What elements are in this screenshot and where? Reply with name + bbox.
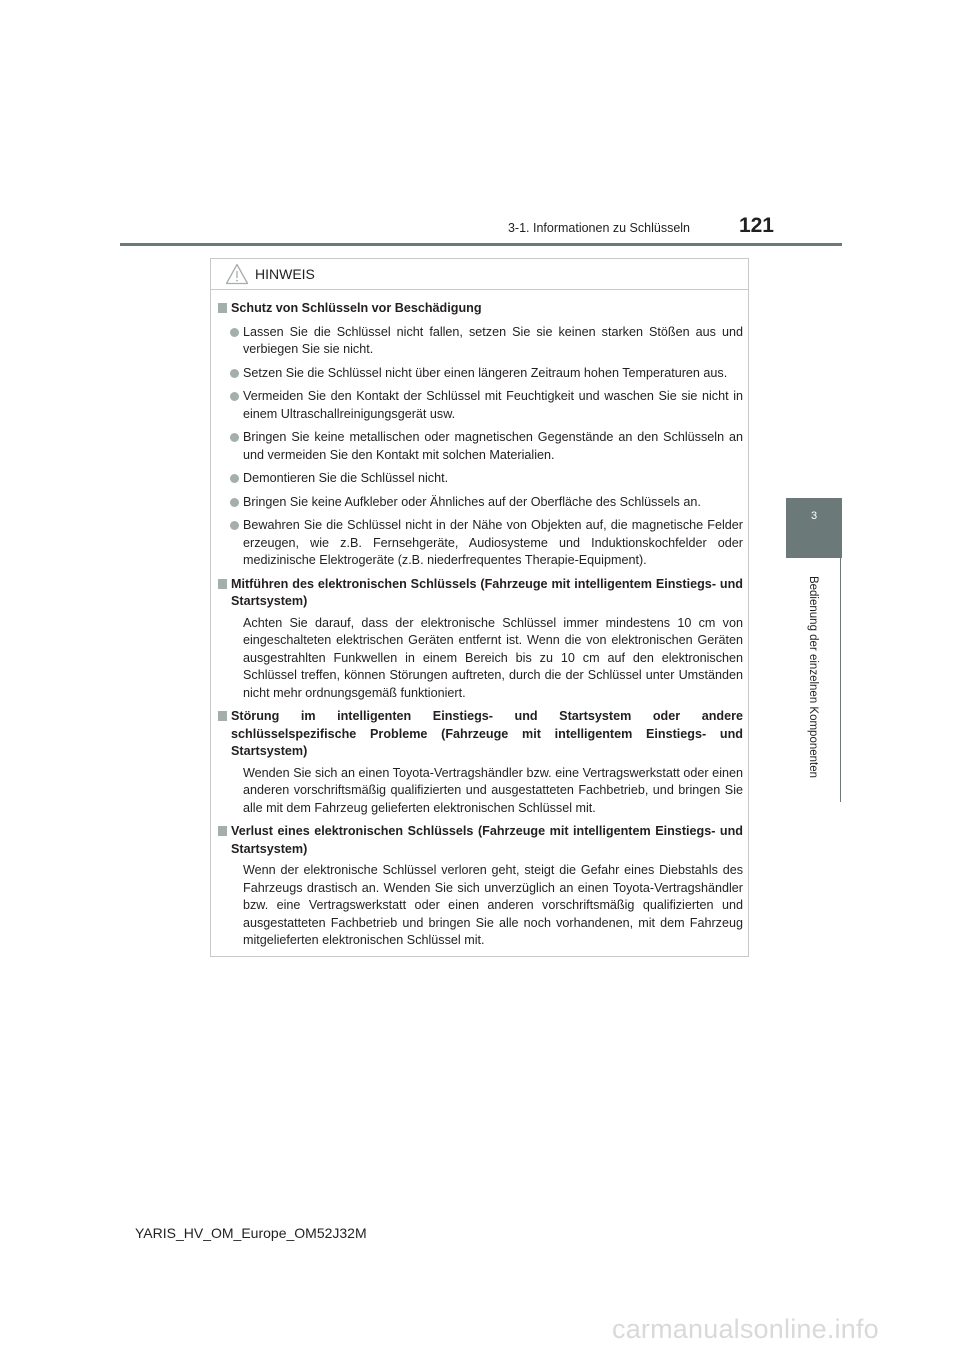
watermark: carmanualsonline.info [612, 1314, 879, 1344]
list-item: Bringen Sie keine metallischen oder magnetischen Gegenstände an den Schlüsseln an und vermeiden Sie den Kontakt mit solchen Materialien. [217, 429, 743, 464]
bullet-icon [230, 521, 239, 530]
list-item: Setzen Sie die Schlüssel nicht über einen längeren Zeitraum hohen Temperaturen aus. [217, 365, 743, 383]
bullet-icon [230, 328, 239, 337]
section-heading: Schutz von Schlüsseln vor Beschädigung [217, 300, 743, 318]
warning-triangle-icon [225, 263, 249, 285]
section-heading: Verlust eines elektronischen Schlüssels (Fahrzeuge mit intelligentem Einstiegs- und Startsystem) [217, 823, 743, 858]
section-square-icon [218, 711, 227, 721]
bullet-icon [230, 474, 239, 483]
chapter-tab [786, 498, 842, 558]
section-square-icon [218, 826, 227, 836]
bullet-icon [230, 498, 239, 507]
notice-body [217, 300, 743, 950]
notice-header [211, 259, 748, 290]
chapter-label: Bedienung der einzelnen Komponenten [807, 575, 819, 779]
document-code: YARIS_HV_OM_Europe_OM52J32M [135, 1225, 367, 1241]
list-item: Vermeiden Sie den Kontakt der Schlüssel mit Feuchtigkeit und waschen Sie sie nicht in einem Ultraschallreinigungsgerät usw. [217, 388, 743, 423]
section-heading: Mitführen des elektronischen Schlüssels (Fahrzeuge mit intelligentem Einstiegs- und Startsystem) [217, 576, 743, 611]
bullet-icon [230, 392, 239, 401]
list-item: Lassen Sie die Schlüssel nicht fallen, setzen Sie sie keinen starken Stößen aus und verbiegen Sie sie nicht. [217, 324, 743, 359]
list-item: Bringen Sie keine Aufkleber oder Ähnliches auf der Oberfläche des Schlüssels an. [217, 494, 743, 512]
section-paragraph: Wenden Sie sich an einen Toyota-Vertragshändler bzw. eine Vertragswerkstatt oder einen anderen vorschriftsmäßig qualifizierten und ausgestatteten Fachbetrieb, und bringen Sie alle mit dem Fahrzeug gelieferten elektronischen Schlüssel mit. [243, 765, 743, 815]
notice-box [210, 258, 749, 957]
section-paragraph: Achten Sie darauf, dass der elektronische Schlüssel immer mindestens 10 cm von eingeschalteten elektrischen Geräten entfernt ist. Wenn die von elektronischen Geräten ausgestrahlten Funkwellen in einem Bereich bis zu 10 cm auf den elektronischen Schlüssel treffen, können Störungen auftreten, durch die der Schlüssel unter Umständen nicht mehr ordnungsgemäß funktioniert. [243, 615, 743, 700]
section-square-icon [218, 303, 227, 313]
section-heading: Störung im intelligenten Einstiegs- und Startsystem oder andere schlüsselspezifische Probleme (Fahrzeuge mit intelligentem Einstiegs- und Startsystem) [217, 708, 743, 761]
notice-title: HINWEIS [255, 266, 315, 282]
section-title: 3-1. Informationen zu Schlüsseln [507, 221, 690, 235]
list-item: Demontieren Sie die Schlüssel nicht. [217, 470, 743, 488]
chapter-number: 3 [810, 510, 818, 522]
list-item: Bewahren Sie die Schlüssel nicht in der Nähe von Objekten auf, die magnetische Felder erzeugen, wie z.B. Fernsehgeräte, Audiosysteme und Induktionskochfelder oder medizinische Elektrogeräte (z.B. niederfrequentes Therapie-Equipment). [217, 517, 743, 570]
bullet-icon [230, 369, 239, 378]
page-number: 121 [738, 214, 774, 237]
bullet-icon [230, 433, 239, 442]
section-square-icon [218, 579, 227, 589]
header-rule [120, 243, 842, 246]
section-paragraph: Wenn der elektronische Schlüssel verloren geht, steigt die Gefahr eines Diebstahls des Fahrzeugs drastisch an. Wenden Sie sich unverzüglich an einen Toyota-Vertragshändler bzw. eine Vertragswerkstatt oder einen anderen vorschriftsmäßig qualifizierten und ausgestatteten Fachbetrieb und bringen Sie alle noch vorhandenen, mit dem Fahrzeug mitgelieferten elektronischen Schlüssel mit. [243, 863, 743, 947]
chapter-tab-line [840, 558, 841, 802]
